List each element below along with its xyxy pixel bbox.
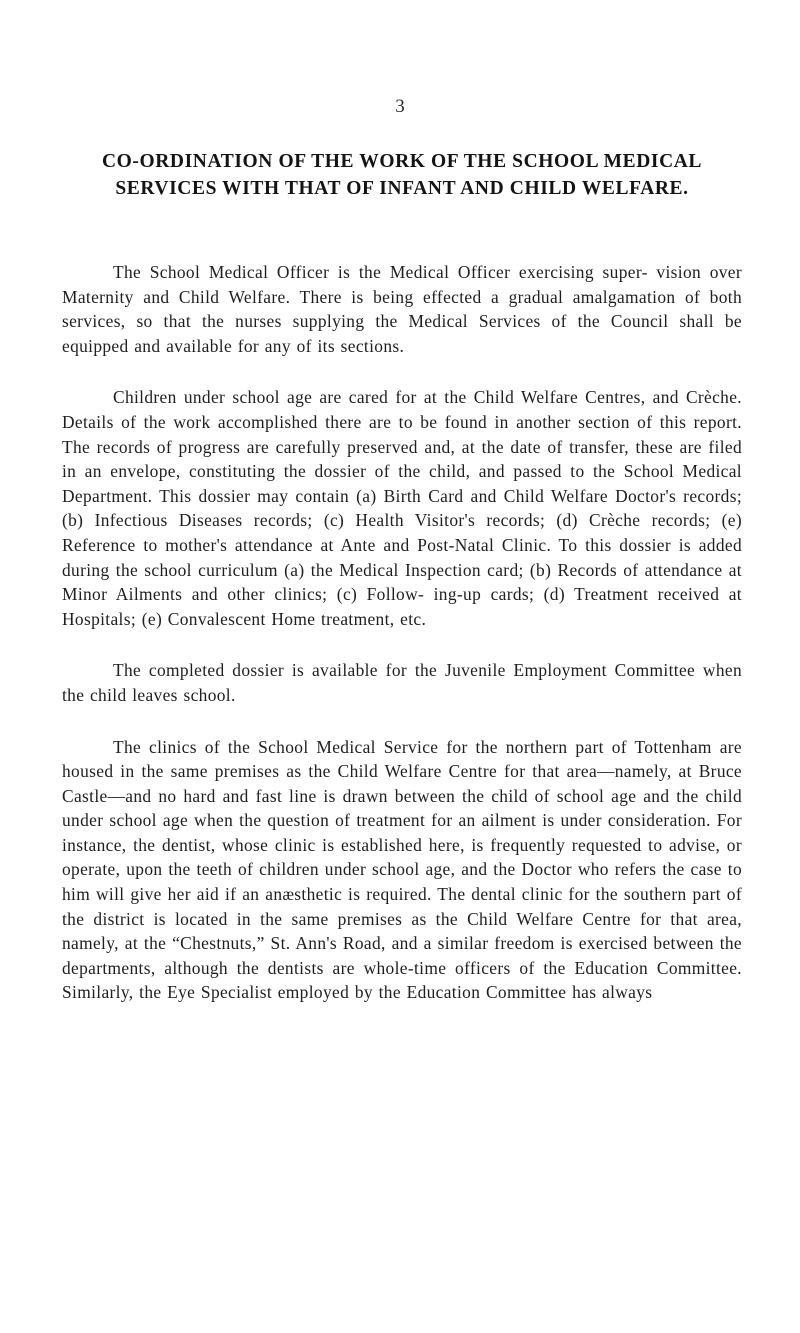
paragraph-dossier: Children under school age are cared for at the Child Welfare Centres, and Crèche. Details of the work accomplished there are to be found in another section of this report. The records of progress are carefully preserved and, at the date of transfer, these are filed in an envelope, constituting the dossier of the child, and passed to the School Medical Department. This dossier may contain (a) Birth Card and Child Welfare Doctor's records; (b) Infectious Diseases records; (c) Health Visitor's records; (d) Crèche records; (e) Reference to mother's attendance at Ante and Post-Natal Clinic. To this dossier is added during the school curriculum (a) the Medical Inspection card; (b) Records of attendance at Minor Ailments and other clinics; (c) Follow- ing-up cards; (d) Treatment received at Hospitals; (e) Convalescent Home treatment, etc.: [62, 387, 742, 629]
section-title: CO-ORDINATION OF THE WORK OF THE SCHOOL MEDICAL SERVICES WITH THAT OF INFANT AND CHILD WELFARE.: [101, 151, 703, 199]
paragraph-supervision: The School Medical Officer is the Medical Officer exercising super- vision over Maternity and Child Welfare. There is being effected a gradual amalgamation of both services, so that the nurses supplying the Medical Services of the Council shall be equipped and available for any of its sections.: [62, 262, 742, 356]
page-number: 3: [395, 96, 405, 117]
body-text: [62, 260, 742, 1032]
paragraph-clinics: The clinics of the School Medical Service for the northern part of Tottenham are housed in the same premises as the Child Welfare Centre for that area—namely, at Bruce Castle—and no hard and fast line is drawn between the child of school age and the child under school age when the question of treatment for an ailment is under consideration. For instance, the dentist, whose clinic is established here, is frequently requested to advise, or operate, upon the teeth of children under school age, and the Doctor who refers the case to him will give her aid if an anæsthetic is required. The dental clinic for the southern part of the district is located in the same premises as the Child Welfare Centre for that area, namely, at the “Chestnuts,” St. Ann's Road, and a similar freedom is exercised between the departments, although the dentists are whole-time officers of the Education Committee. Similarly, the Eye Specialist employed by the Education Committee has always: [62, 736, 742, 1003]
paragraph-juvenile-employment: The completed dossier is available for the Juvenile Employment Committee when the child leaves school.: [62, 660, 742, 705]
